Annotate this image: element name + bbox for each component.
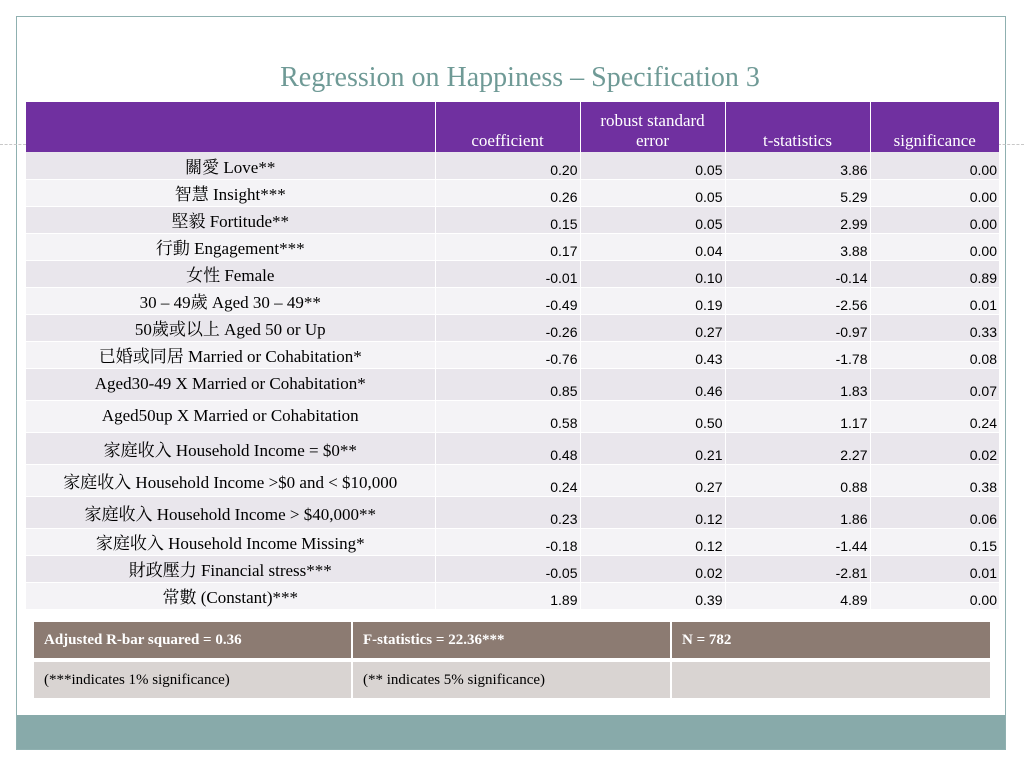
model-statistics-row (34, 622, 990, 658)
t-statistic-value: 5.29 (725, 179, 870, 206)
regression-table (26, 102, 999, 610)
slide-footer-bar (17, 715, 1005, 749)
table-row (26, 582, 999, 609)
header-coefficient: coefficient (435, 102, 580, 152)
standard-error-value: 0.02 (580, 555, 725, 582)
table-row (26, 432, 999, 464)
standard-error-value: 0.19 (580, 287, 725, 314)
table-row (26, 368, 999, 400)
guide-line-left (0, 144, 26, 145)
significance-value: 0.33 (870, 314, 999, 341)
coefficient-value: 0.24 (435, 464, 580, 496)
table-row (26, 287, 999, 314)
note-empty-cell (671, 662, 990, 698)
significance-value: 0.07 (870, 368, 999, 400)
adjusted-r-squared: Adjusted R-bar squared = 0.36 (34, 622, 352, 658)
variable-label: 家庭收入 Household Income Missing* (26, 528, 435, 555)
standard-error-value: 0.05 (580, 152, 725, 179)
variable-label: 關愛 Love** (26, 152, 435, 179)
t-statistic-value: 3.88 (725, 233, 870, 260)
table-header-row (26, 102, 999, 152)
standard-error-value: 0.10 (580, 260, 725, 287)
standard-error-value: 0.12 (580, 528, 725, 555)
t-statistic-value: -1.44 (725, 528, 870, 555)
t-statistic-value: -0.97 (725, 314, 870, 341)
header-significance: significance (870, 102, 999, 152)
significance-value: 0.08 (870, 341, 999, 368)
coefficient-value: 0.58 (435, 400, 580, 432)
t-statistic-value: 2.27 (725, 432, 870, 464)
variable-label: 財政壓力 Financial stress*** (26, 555, 435, 582)
t-statistic-value: 2.99 (725, 206, 870, 233)
variable-label: 常數 (Constant)*** (26, 582, 435, 609)
header-variable (26, 102, 435, 152)
t-statistic-value: 3.86 (725, 152, 870, 179)
variable-label: 智慧 Insight*** (26, 179, 435, 206)
significance-value: 0.01 (870, 555, 999, 582)
standard-error-value: 0.05 (580, 179, 725, 206)
coefficient-value: 0.20 (435, 152, 580, 179)
significance-value: 0.00 (870, 206, 999, 233)
variable-label: 家庭收入 Household Income = $0** (26, 432, 435, 464)
table-row (26, 152, 999, 179)
significance-value: 0.15 (870, 528, 999, 555)
coefficient-value: -0.18 (435, 528, 580, 555)
t-statistic-value: 4.89 (725, 582, 870, 609)
standard-error-value: 0.27 (580, 464, 725, 496)
significance-value: 0.01 (870, 287, 999, 314)
significance-value: 0.38 (870, 464, 999, 496)
slide-title: Regression on Happiness – Specification 3 (280, 62, 760, 93)
table-row (26, 496, 999, 528)
model-statistics-table (34, 622, 990, 698)
table-row (26, 400, 999, 432)
significance-value: 0.00 (870, 233, 999, 260)
significance-value: 0.24 (870, 400, 999, 432)
table-row (26, 555, 999, 582)
coefficient-value: 0.85 (435, 368, 580, 400)
t-statistic-value: -1.78 (725, 341, 870, 368)
significance-value: 0.06 (870, 496, 999, 528)
significance-value: 0.89 (870, 260, 999, 287)
table-row (26, 179, 999, 206)
variable-label: 女性 Female (26, 260, 435, 287)
table-row (26, 528, 999, 555)
coefficient-value: 1.89 (435, 582, 580, 609)
t-statistic-value: -0.14 (725, 260, 870, 287)
t-statistic-value: -2.56 (725, 287, 870, 314)
variable-label: 家庭收入 Household Income >$0 and < $10,000 (26, 464, 435, 496)
variable-label: 家庭收入 Household Income > $40,000** (26, 496, 435, 528)
header-t-statistics: t-statistics (725, 102, 870, 152)
coefficient-value: 0.26 (435, 179, 580, 206)
table-row (26, 314, 999, 341)
header-robust-standard-error: robust standard error (580, 102, 725, 152)
standard-error-value: 0.43 (580, 341, 725, 368)
t-statistic-value: 1.83 (725, 368, 870, 400)
coefficient-value: -0.05 (435, 555, 580, 582)
standard-error-value: 0.46 (580, 368, 725, 400)
variable-label: Aged50up X Married or Cohabitation (26, 400, 435, 432)
table-row (26, 233, 999, 260)
variable-label: 已婚或同居 Married or Cohabitation* (26, 341, 435, 368)
t-statistic-value: 1.17 (725, 400, 870, 432)
significance-value: 0.00 (870, 582, 999, 609)
note-5pct-significance: (** indicates 5% significance) (352, 662, 671, 698)
coefficient-value: -0.76 (435, 341, 580, 368)
table-row (26, 206, 999, 233)
coefficient-value: -0.26 (435, 314, 580, 341)
variable-label: 堅毅 Fortitude** (26, 206, 435, 233)
guide-line-right (998, 144, 1024, 145)
table-row (26, 260, 999, 287)
coefficient-value: 0.48 (435, 432, 580, 464)
significance-notes-row (34, 662, 990, 698)
coefficient-value: 0.15 (435, 206, 580, 233)
note-1pct-significance: (***indicates 1% significance) (34, 662, 352, 698)
f-statistic: F-statistics = 22.36*** (352, 622, 671, 658)
coefficient-value: -0.01 (435, 260, 580, 287)
standard-error-value: 0.27 (580, 314, 725, 341)
standard-error-value: 0.50 (580, 400, 725, 432)
standard-error-value: 0.39 (580, 582, 725, 609)
standard-error-value: 0.05 (580, 206, 725, 233)
variable-label: Aged30-49 X Married or Cohabitation* (26, 368, 435, 400)
significance-value: 0.00 (870, 179, 999, 206)
t-statistic-value: -2.81 (725, 555, 870, 582)
significance-value: 0.02 (870, 432, 999, 464)
sample-size: N = 782 (671, 622, 990, 658)
standard-error-value: 0.12 (580, 496, 725, 528)
significance-value: 0.00 (870, 152, 999, 179)
coefficient-value: -0.49 (435, 287, 580, 314)
t-statistic-value: 1.86 (725, 496, 870, 528)
t-statistic-value: 0.88 (725, 464, 870, 496)
variable-label: 行動 Engagement*** (26, 233, 435, 260)
table-row (26, 341, 999, 368)
standard-error-value: 0.21 (580, 432, 725, 464)
standard-error-value: 0.04 (580, 233, 725, 260)
coefficient-value: 0.23 (435, 496, 580, 528)
table-row (26, 464, 999, 496)
variable-label: 50歲或以上 Aged 50 or Up (26, 314, 435, 341)
coefficient-value: 0.17 (435, 233, 580, 260)
variable-label: 30 – 49歲 Aged 30 – 49** (26, 287, 435, 314)
